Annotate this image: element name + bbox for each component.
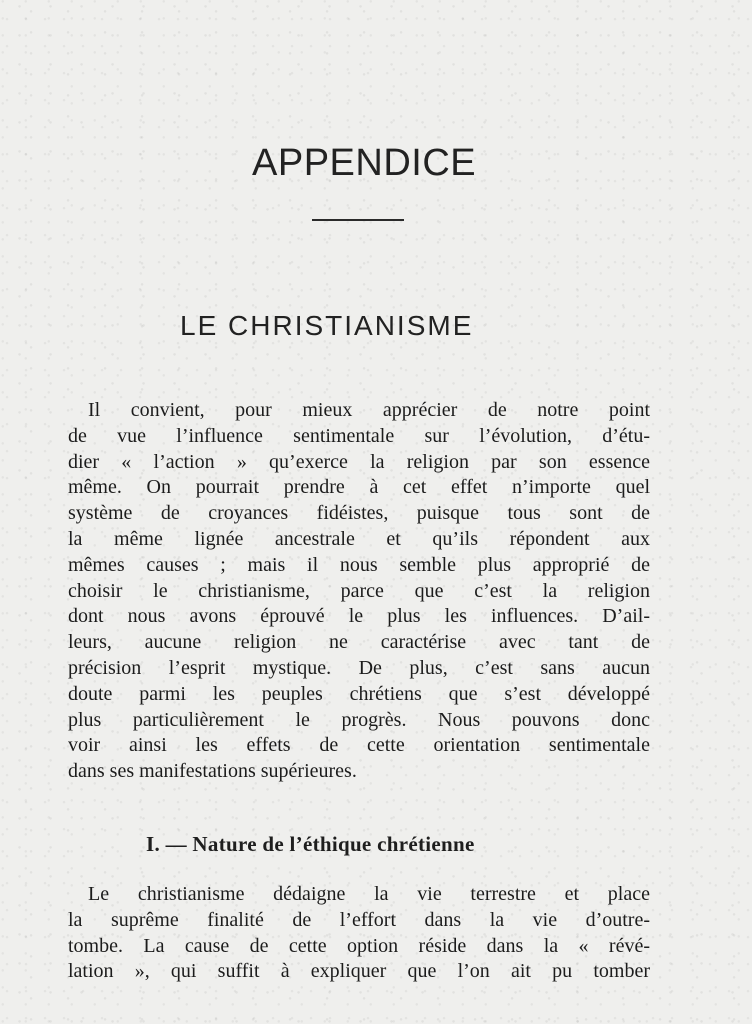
appendix-heading: APPENDICE xyxy=(252,142,477,184)
text-line: la même lignée ancestrale et qu’ils répondent aux xyxy=(68,527,650,550)
text-line: mêmes causes ; mais il nous semble plus approprié de xyxy=(68,553,650,576)
text-line: dans ses manifestations supérieures. xyxy=(68,760,357,783)
text-line: de vue l’influence sentimentale sur l’évolution, d’étu- xyxy=(68,424,650,447)
text-line: même. On pourrait prendre à cet effet n’importe quel xyxy=(68,476,650,499)
text-line: lation », qui suffit à expliquer que l’on ait pu tomber xyxy=(68,960,650,983)
text-line: voir ainsi les effets de cette orientation sentimentale xyxy=(68,734,650,757)
heading-rule xyxy=(312,219,404,221)
paragraph-nature xyxy=(68,882,650,985)
text-line: doute parmi les peuples chrétiens que s’est développé xyxy=(68,682,650,705)
text-line: dont nous avons éprouvé le plus les influences. D’ail- xyxy=(68,605,650,628)
paragraph-intro xyxy=(68,398,650,785)
text-line: plus particulièrement le progrès. Nous pouvons donc xyxy=(68,708,650,731)
chapter-heading: LE CHRISTIANISME xyxy=(180,310,474,341)
text-line: tombe. La cause de cette option réside dans la « révé- xyxy=(68,934,650,957)
text-line: la suprême finalité de l’effort dans la vie d’outre- xyxy=(68,908,650,931)
section-title: I. — Nature de l’éthique chrétienne xyxy=(146,832,475,856)
text-line: Il convient, pour mieux apprécier de notre point xyxy=(88,399,650,421)
text-line: précision l’esprit mystique. De plus, c’est sans aucun xyxy=(68,656,650,679)
text-line: choisir le christianisme, parce que c’est la religion xyxy=(68,579,650,602)
text-line: Le christianisme dédaigne la vie terrestre et place xyxy=(88,883,650,905)
text-line: système de croyances fidéistes, puisque tous sont de xyxy=(68,502,650,525)
text-line: leurs, aucune religion ne caractérise avec tant de xyxy=(68,631,650,654)
text-line: dier « l’action » qu’exerce la religion par son essence xyxy=(68,450,650,473)
